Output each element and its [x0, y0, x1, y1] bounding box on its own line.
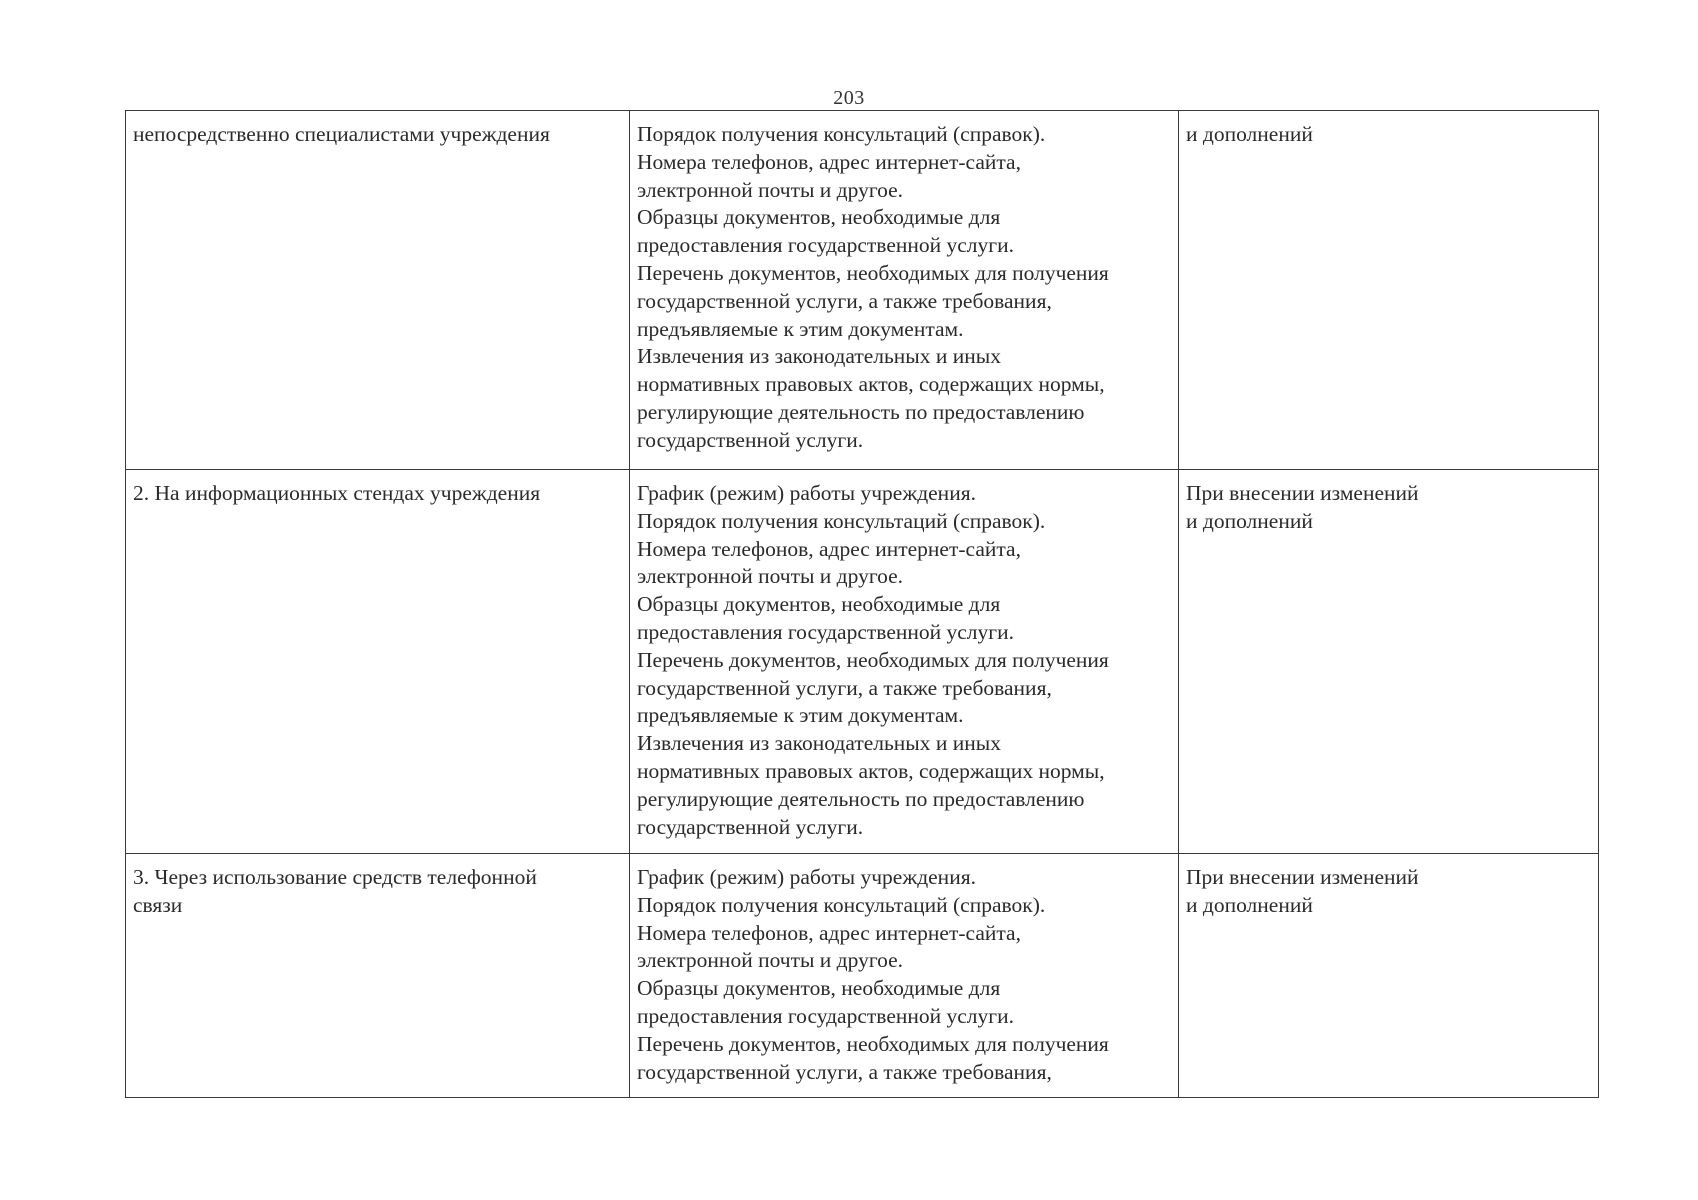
cell-line: Порядок получения консультаций (справок).: [637, 122, 1046, 146]
cell-line: нормативных правовых актов, содержащих нормы,: [637, 372, 1105, 397]
method-cell: [126, 854, 630, 1098]
cell-line: и дополнений: [1186, 122, 1313, 146]
cell-line: связи: [133, 892, 183, 917]
content-cell: [630, 854, 1179, 1098]
frequency-cell: [1179, 854, 1599, 1098]
cell-line: Перечень документов, необходимых для получения: [637, 647, 1109, 672]
cell-line: государственной услуги.: [637, 814, 864, 839]
cell-line: Порядок получения консультаций (справок).: [637, 508, 1046, 533]
cell-line: предоставления государственной услуги.: [637, 1003, 1014, 1028]
cell-line: График (режим) работы учреждения.: [637, 865, 976, 889]
table-row: [126, 470, 1599, 854]
frequency-cell: [1179, 470, 1599, 854]
cell-line: регулирующие деятельность по предоставлению: [637, 399, 1085, 424]
cell-line: Извлечения из законодательных и иных: [637, 731, 1001, 756]
cell-line: предъявляемые к этим документам.: [637, 703, 964, 728]
cell-line: предоставления государственной услуги.: [637, 619, 1014, 644]
content-cell: [630, 470, 1179, 854]
cell-line: При внесении изменений: [1186, 865, 1419, 889]
method-cell: [126, 470, 630, 854]
cell-line: и дополнений: [1186, 508, 1313, 533]
cell-line: нормативных правовых актов, содержащих нормы,: [637, 758, 1105, 783]
cell-line: и дополнений: [1186, 892, 1313, 917]
cell-line: Извлечения из законодательных и иных: [637, 344, 1001, 369]
cell-line: предъявляемые к этим документам.: [637, 316, 964, 341]
cell-line: регулирующие деятельность по предоставлению: [637, 786, 1085, 811]
cell-line: Номера телефонов, адрес интернет-сайта,: [637, 920, 1021, 945]
table-row: [126, 854, 1599, 1098]
cell-line: электронной почты и другое.: [637, 177, 904, 202]
cell-line: При внесении изменений: [1186, 481, 1419, 505]
cell-line: электронной почты и другое.: [637, 948, 904, 973]
cell-line: 3. Через использование средств телефонной: [133, 865, 537, 889]
method-cell: [126, 111, 630, 470]
cell-line: Образцы документов, необходимые для: [637, 592, 1001, 617]
cell-line: Перечень документов, необходимых для получения: [637, 260, 1109, 285]
cell-line: предоставления государственной услуги.: [637, 233, 1014, 258]
cell-line: государственной услуги, а также требования,: [637, 675, 1052, 700]
cell-line: государственной услуги, а также требования,: [637, 288, 1052, 313]
cell-line: Номера телефонов, адрес интернет-сайта,: [637, 536, 1021, 561]
frequency-cell: [1179, 111, 1599, 470]
cell-line: Номера телефонов, адрес интернет-сайта,: [637, 149, 1021, 174]
cell-line: непосредственно специалистами учреждения: [133, 122, 550, 146]
cell-line: Образцы документов, необходимые для: [637, 976, 1001, 1001]
cell-line: электронной почты и другое.: [637, 564, 904, 589]
cell-line: Образцы документов, необходимые для: [637, 205, 1001, 230]
cell-line: 2. На информационных стендах учреждения: [133, 481, 541, 505]
cell-line: государственной услуги.: [637, 427, 864, 452]
cell-line: Перечень документов, необходимых для получения: [637, 1031, 1109, 1056]
cell-line: государственной услуги, а также требования,: [637, 1059, 1052, 1084]
cell-line: Порядок получения консультаций (справок).: [637, 892, 1046, 917]
cell-line: График (режим) работы учреждения.: [637, 481, 976, 505]
content-cell: [630, 111, 1179, 470]
information-table: [125, 110, 1599, 1098]
table-row: [126, 111, 1599, 470]
page-number: 203: [833, 87, 865, 109]
